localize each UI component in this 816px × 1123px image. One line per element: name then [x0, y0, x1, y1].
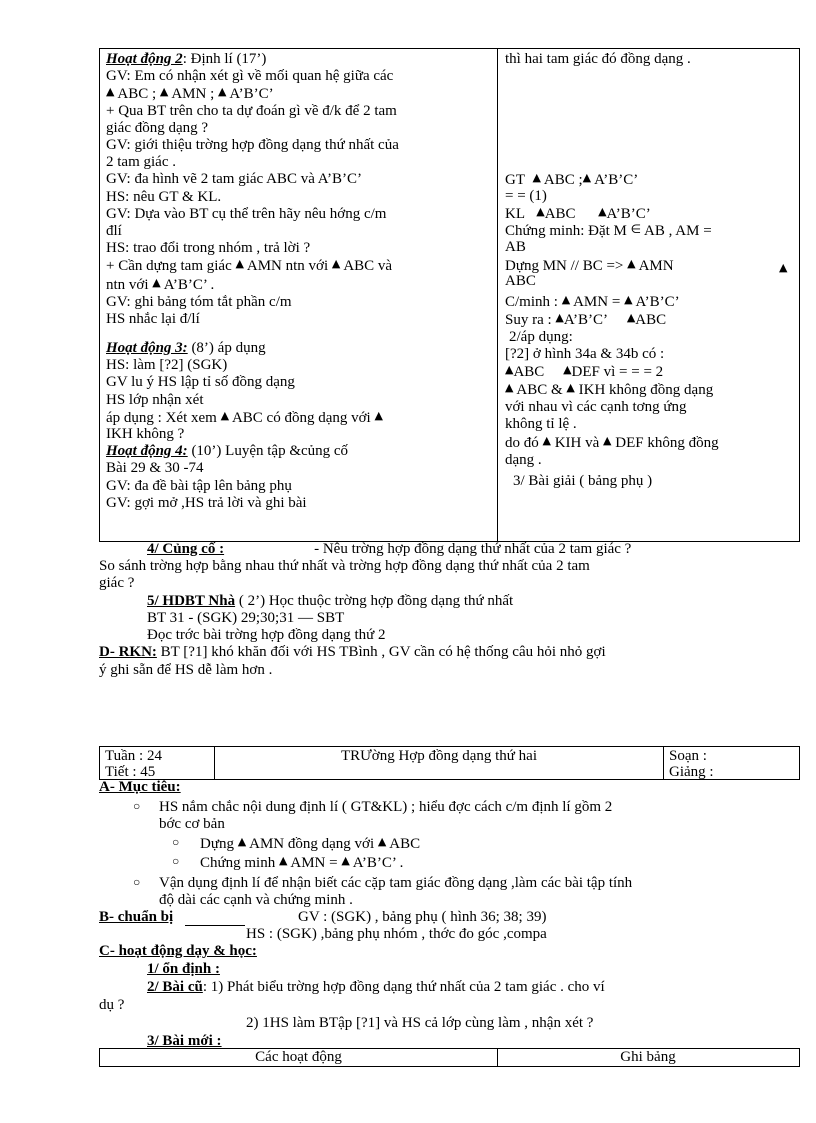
muc-tieu: A- Mục tiêu:: [99, 779, 181, 795]
activity-heading: Hoạt động 3: (8’) áp dụng: [106, 340, 266, 356]
triangle-icon: ▲: [624, 293, 633, 306]
left-line: HS lớp nhận xét: [106, 391, 204, 408]
giang: Giảng :: [669, 764, 714, 780]
so-sanh-line: So sánh trờng hợp bằng nhau thứ nhất và trờng hợp đồng dạng thứ nhất của 2 tam: [99, 558, 590, 574]
abc-def-line: ▲ABC ▲DEF vì = = = 2: [505, 363, 664, 380]
triangle-icon: ▲: [555, 311, 564, 324]
left-line: Bài 29 & 30 -74: [106, 460, 204, 477]
triangle-icon: ▲: [542, 434, 551, 447]
triangle-icon: ▲: [563, 363, 572, 376]
triangle-icon: ▲: [626, 311, 636, 324]
circle-bullet-icon: ○: [133, 799, 141, 813]
chuan-bi: B- chuẩn bị: [99, 909, 174, 925]
do-do-line: do đó ▲ KIH và ▲ DEF không đồng: [505, 434, 719, 451]
goal-1: HS nắm chắc nội dung định lí ( GT&KL) ; hiểu đợc cách c/m định lí gồm 2: [159, 799, 613, 815]
bai-moi: 3/ Bài mới :: [147, 1033, 222, 1049]
bai-giai: 3/ Bài giải ( bảng phụ ): [513, 473, 653, 489]
left-line: GV: ghi bảng tóm tắt phần c/m: [106, 293, 292, 310]
left-line: GV lu ý HS lập tỉ số đồng dạng: [106, 374, 295, 391]
goal-4: Vận dụng định lí để nhận biết các cặp tam giác đồng dạng ,làm các bài tập tính: [159, 875, 633, 891]
left-line: HS: trao đổi trong nhóm , trả lời ?: [106, 240, 311, 257]
giac-line: giác ?: [99, 575, 135, 591]
circle-bullet-icon: ○: [133, 875, 141, 889]
triangle-icon: ▲: [237, 835, 247, 848]
bai-cu-line: 2/ Bài cũ: 1) Phát biểu trờng hợp đồng dạng thứ nhất của 2 tam giác . cho ví: [147, 979, 605, 995]
soan: Soạn :: [669, 748, 707, 764]
tiet: Tiết : 45: [105, 764, 156, 780]
triangle-icon: ▲: [603, 434, 612, 447]
triangle-icon: ▲: [341, 854, 350, 867]
left-line: ntn với ▲ A’B’C’ .: [106, 276, 215, 294]
goal-4b: độ dài các cạnh và chứng minh .: [159, 892, 353, 908]
triangle-icon: ▲: [152, 276, 161, 290]
cung-co-line: 4/ Củng cố : - Nêu trờng hợp đồng dạng thứ nhất của 2 tam giác ?: [147, 541, 632, 557]
col-notes: Ghi bảng: [620, 1049, 676, 1065]
left-line: HS: nêu GT & KL.: [106, 188, 222, 205]
triangle-icon: ▲: [220, 408, 230, 422]
triangle-icon: ▲: [532, 171, 541, 184]
kl-line: KL ▲ABC ▲A’B’C’: [505, 205, 651, 222]
table-divider: [497, 48, 498, 541]
triangle-icon: ▲: [331, 257, 341, 271]
bt31-line: BT 31 - (SGK) 29;30;31 — SBT: [147, 610, 345, 626]
left-line: + Cần dựng tam giác ▲ AMN ntn với ▲ ABC và: [106, 257, 393, 275]
ikh-line: ▲ ABC & ▲ IKH không đồng dạng: [505, 381, 714, 398]
triangle-icon: ▲: [779, 261, 788, 274]
chuan-bi-underline: [185, 925, 245, 926]
abc-line: ABC: [505, 273, 536, 289]
triangle-icon: ▲: [505, 363, 514, 376]
left-line: GV: đa đề bài tập lên bảng phụ: [106, 477, 292, 494]
element-of-icon: ∈: [630, 222, 642, 236]
left-line: GV: giới thiệu trờng hợp đồng dạng thứ nhất của: [106, 137, 399, 153]
lesson-title: TRƯờng Hợp đồng dạng thứ hai: [340, 748, 538, 764]
triangle-icon: ▲: [278, 854, 288, 867]
header-divider-2: [663, 746, 664, 779]
on-dinh: 1/ ổn định :: [147, 961, 220, 977]
left-line: GV: Em có nhận xét gì về mối quan hệ giữa các: [106, 68, 394, 85]
suy-ra-line: Suy ra : ▲A’B’C’ ▲ABC: [505, 311, 667, 328]
chung-minh-line: Chứng minh: Đặt M ∈ AB , AM =: [505, 222, 712, 239]
tuan: Tuần : 24: [105, 748, 162, 764]
left-line: + Qua BT trên cho ta dự đoán gì về đ/k để 2 tam: [106, 102, 397, 119]
goal-1b: bớc cơ bản: [159, 816, 225, 832]
bai-cu-2: 2) 1HS làm BTập [?1] và HS cả lớp cùng làm , nhận xét ?: [246, 1015, 594, 1031]
triangle-icon: ▲: [536, 205, 545, 218]
circle-bullet-icon: ○: [172, 835, 180, 849]
triangle-icon: ▲: [374, 408, 383, 422]
goal-2: Dựng ▲ AMN đồng dạng với ▲ ABC: [200, 835, 421, 852]
left-line: GV: đa hình vẽ 2 tam giác ABC và A’B’C’: [106, 171, 362, 188]
left-line: GV: gợi mở ,HS trả lời và ghi bài: [106, 494, 307, 511]
left-line: GV: Dựa vào BT cụ thể trên hãy nêu hớng c/m: [106, 205, 387, 222]
left-line: HS nhắc lại đ/lí: [106, 310, 200, 327]
triangle-icon: ▲: [218, 85, 227, 99]
dang-line: dạng .: [505, 452, 542, 468]
left-line: 2 tam giác .: [106, 154, 176, 171]
ab-line: AB: [505, 239, 526, 255]
left-line: giác đồng dạng ?: [106, 119, 209, 136]
triangle-icon: ▲: [159, 85, 169, 99]
triangle-icon: ▲: [235, 257, 244, 271]
activity-heading: Hoạt động 2: Định lí (17’): [106, 51, 267, 67]
cminh-line: C/minh : ▲ AMN = ▲ A’B’C’: [505, 293, 680, 310]
eq1: = = (1): [505, 188, 547, 204]
doc-truoc-line: Đọc trớc bài trờng hợp đồng dạng thứ 2: [147, 627, 386, 643]
triangle-icon: ▲: [106, 85, 115, 99]
circle-bullet-icon: ○: [172, 854, 180, 868]
goal-3: Chứng minh ▲ AMN = ▲ A’B’C’ .: [200, 854, 404, 871]
left-line: IKH không ?: [106, 426, 185, 442]
left-line: ▲ ABC ; ▲ AMN ; ▲ A’B’C’: [106, 85, 274, 103]
triangle-icon: ▲: [377, 835, 387, 848]
ikh-line-2: với nhau vì các cạnh tơng ứng: [505, 399, 687, 415]
triangle-icon: ▲: [627, 257, 636, 270]
rkn-line-2: ý ghi sẵn để HS dễ làm hơn .: [99, 662, 273, 678]
gt-line: GT ▲ ABC ;▲ A’B’C’: [505, 171, 639, 188]
activity-heading: Hoạt động 4: (10’) Luyện tập &củng cố: [106, 443, 349, 460]
triangle-icon: ▲: [598, 205, 607, 218]
ikh-line-3: không tỉ lệ .: [505, 416, 577, 432]
chuan-bi-gv: GV : (SGK) , bảng phụ ( hình 36; 38; 39): [298, 909, 547, 925]
triangle-icon: ▲: [582, 171, 592, 184]
hdbt-line: 5/ HDBT Nhà ( 2’) Học thuộc trờng hợp đồng dạng thứ nhất: [147, 593, 514, 609]
col-activities: Các hoạt động: [255, 1049, 342, 1065]
right-top: thì hai tam giác đó đồng dạng .: [505, 51, 691, 67]
chuan-bi-hs: HS : (SGK) ,bảng phụ nhóm , thớc đo góc ,compa: [246, 926, 547, 942]
triangle-icon: ▲: [566, 381, 575, 394]
left-line: đlí: [106, 223, 122, 239]
triangle-icon: ▲: [505, 381, 514, 394]
dung-line: Dựng MN // BC => ▲ AMN: [505, 257, 674, 274]
ap-dung: 2/áp dụng:: [509, 329, 573, 345]
triangle-icon: ▲: [561, 293, 571, 306]
hinh-line: [?2] ở hình 34a & 34b có :: [505, 346, 665, 362]
du-line: dụ ?: [99, 997, 125, 1013]
rkn-line: D- RKN: BT [?1] khó khăn đối với HS TBình , GV cần có hệ thống câu hỏi nhỏ gợi: [99, 644, 606, 660]
left-line: áp dụng : Xét xem ▲ ABC có đồng dạng với ▲: [106, 408, 383, 426]
hoat-dong-day-hoc: C- hoạt động dạy & học:: [99, 943, 257, 959]
left-line: HS: làm [?2] (SGK): [106, 357, 228, 374]
